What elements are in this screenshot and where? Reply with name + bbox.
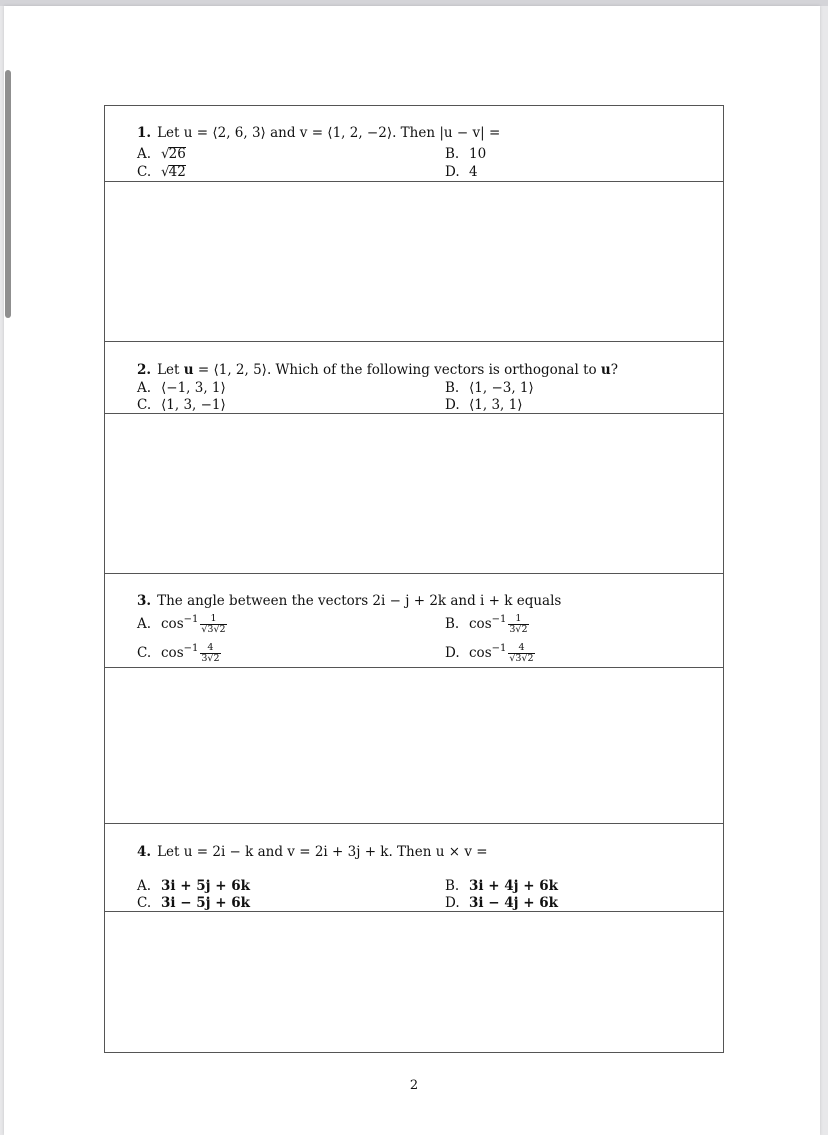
option-d xyxy=(445,164,478,180)
denominator: √3√2 xyxy=(201,624,226,635)
option-a xyxy=(137,612,227,635)
question-stem: = ⟨1, 2, 5⟩. Which of the following vectors is orthogonal to xyxy=(193,362,601,378)
option-value: 4 xyxy=(469,164,478,180)
question-grid xyxy=(104,105,724,1053)
question-3-text xyxy=(137,593,561,609)
option-label: D. xyxy=(445,164,460,180)
numerator: 1 xyxy=(508,614,528,625)
option-d xyxy=(445,895,558,911)
question-stem: Let u = 2i − k and v = 2i + 3j + k. Then u × v = xyxy=(157,844,488,860)
question-stem-bold: u xyxy=(600,362,611,378)
numerator: 4 xyxy=(200,643,220,654)
option-c xyxy=(137,641,221,664)
cos-function: cos xyxy=(469,616,492,632)
option-label: D. xyxy=(445,645,460,661)
option-a xyxy=(137,146,186,162)
answer-space-2[interactable] xyxy=(105,414,723,574)
option-fraction xyxy=(508,643,534,664)
option-a xyxy=(137,878,250,894)
option-label: A. xyxy=(137,146,152,162)
answer-space-3[interactable] xyxy=(105,668,723,824)
option-value: 3i − 4j + 6k xyxy=(469,895,558,911)
question-stem: The angle between the vectors 2i − j + 2k and i + k equals xyxy=(157,593,562,609)
question-number: 4. xyxy=(137,844,152,860)
option-c xyxy=(137,164,186,180)
option-value: ⟨−1, 3, 1⟩ xyxy=(161,380,226,396)
option-label: A. xyxy=(137,616,152,632)
cos-exponent: −1 xyxy=(491,643,507,654)
cos-exponent: −1 xyxy=(491,614,507,625)
option-value: ⟨1, 3, −1⟩ xyxy=(161,397,226,413)
numerator: 4 xyxy=(508,643,534,654)
answer-space-4[interactable] xyxy=(105,912,723,1052)
option-value: 26 xyxy=(168,146,186,162)
page-number: 2 xyxy=(409,1078,419,1093)
option-value: 3i − 5j + 6k xyxy=(161,895,250,911)
question-1-cell xyxy=(105,106,723,182)
option-b xyxy=(445,380,534,396)
option-label: C. xyxy=(137,164,152,180)
option-label: B. xyxy=(445,380,460,396)
option-b xyxy=(445,146,486,162)
denominator: 3√2 xyxy=(509,624,528,635)
option-value: ⟨1, 3, 1⟩ xyxy=(469,397,523,413)
option-label: C. xyxy=(137,397,152,413)
option-label: C. xyxy=(137,895,152,911)
question-4-text xyxy=(137,844,488,860)
question-3-cell xyxy=(105,574,723,668)
option-label: B. xyxy=(445,146,460,162)
option-b xyxy=(445,878,558,894)
numerator: 1 xyxy=(200,614,226,625)
option-value: ⟨1, −3, 1⟩ xyxy=(469,380,534,396)
question-stem: ? xyxy=(610,362,618,378)
option-a xyxy=(137,380,226,396)
option-label: D. xyxy=(445,895,460,911)
answer-space-1[interactable] xyxy=(105,182,723,342)
option-fraction xyxy=(200,614,226,635)
cos-function: cos xyxy=(161,616,184,632)
option-label: A. xyxy=(137,380,152,396)
option-b xyxy=(445,612,529,635)
sqrt-icon: √ xyxy=(161,146,170,162)
question-stem-bold: u xyxy=(183,362,194,378)
cos-function: cos xyxy=(161,645,184,661)
question-4-cell xyxy=(105,824,723,912)
option-value: 10 xyxy=(469,146,487,162)
option-label: D. xyxy=(445,397,460,413)
option-fraction xyxy=(200,643,220,664)
cos-function: cos xyxy=(469,645,492,661)
question-stem: Let u = ⟨2, 6, 3⟩ and v = ⟨1, 2, −2⟩. Then |u − v| = xyxy=(157,125,501,141)
question-2-text xyxy=(137,362,618,378)
option-label: A. xyxy=(137,878,152,894)
denominator: √3√2 xyxy=(509,653,534,664)
cos-exponent: −1 xyxy=(183,643,199,654)
question-number: 2. xyxy=(137,362,152,378)
option-label: C. xyxy=(137,645,152,661)
sqrt-icon: √ xyxy=(161,164,170,180)
option-c xyxy=(137,397,226,413)
option-value: 3i + 4j + 6k xyxy=(469,878,558,894)
scrollbar-thumb[interactable] xyxy=(5,70,11,318)
option-value: 3i + 5j + 6k xyxy=(161,878,250,894)
option-value: 42 xyxy=(168,164,186,180)
option-d xyxy=(445,397,522,413)
cos-exponent: −1 xyxy=(183,614,199,625)
option-label: B. xyxy=(445,878,460,894)
option-label: B. xyxy=(445,616,460,632)
question-2-cell xyxy=(105,342,723,414)
question-number: 3. xyxy=(137,593,152,609)
option-d xyxy=(445,641,535,664)
option-fraction xyxy=(508,614,528,635)
denominator: 3√2 xyxy=(201,653,220,664)
option-c xyxy=(137,895,250,911)
question-number: 1. xyxy=(137,125,152,141)
question-1-text xyxy=(137,125,500,141)
question-stem: Let xyxy=(157,362,184,378)
